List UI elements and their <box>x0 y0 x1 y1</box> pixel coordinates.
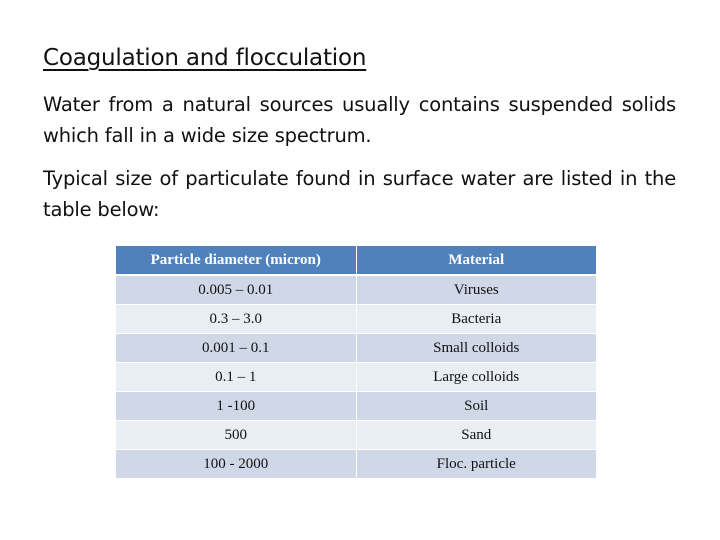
cell-diameter: 500 <box>116 421 356 450</box>
table-header-row <box>116 246 596 275</box>
cell-diameter: 0.001 – 0.1 <box>116 334 356 363</box>
cell-material: Floc. particle <box>356 450 596 479</box>
cell-material: Large colloids <box>356 363 596 392</box>
cell-diameter: 0.1 – 1 <box>116 363 356 392</box>
cell-material: Bacteria <box>356 305 596 334</box>
cell-material: Sand <box>356 421 596 450</box>
table-row <box>116 450 596 479</box>
slide-title: Coagulation and flocculation <box>43 45 367 71</box>
cell-material: Soil <box>356 392 596 421</box>
particle-size-table <box>116 246 596 478</box>
header-material: Material <box>356 246 596 275</box>
header-particle-diameter: Particle diameter (micron) <box>116 246 356 275</box>
table-row <box>116 392 596 421</box>
table-row <box>116 305 596 334</box>
table-row <box>116 334 596 363</box>
table-row <box>116 363 596 392</box>
table-row <box>116 275 596 305</box>
paragraph-typical-size: Typical size of particulate found in surface water are listed in the table below: <box>43 167 676 221</box>
cell-diameter: 0.3 – 3.0 <box>116 305 356 334</box>
cell-material: Small colloids <box>356 334 596 363</box>
cell-material: Viruses <box>356 275 596 305</box>
cell-diameter: 1 -100 <box>116 392 356 421</box>
paragraph-water-sources: Water from a natural sources usually contains suspended solids which fall in a wide size spectrum. <box>43 93 676 147</box>
cell-diameter: 100 - 2000 <box>116 450 356 479</box>
table-row <box>116 421 596 450</box>
cell-diameter: 0.005 – 0.01 <box>116 275 356 305</box>
